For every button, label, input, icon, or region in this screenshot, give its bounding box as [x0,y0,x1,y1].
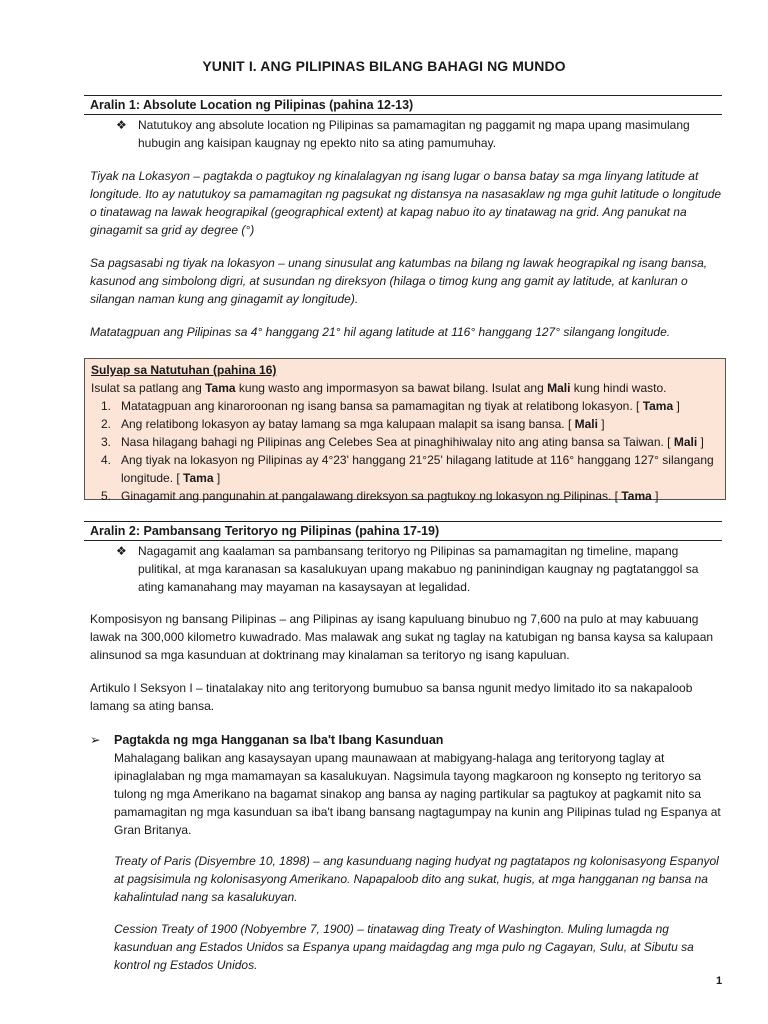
list-item [91,487,719,505]
diamond-bullet-icon: ❖ [116,118,127,132]
diamond-bullet-icon: ❖ [116,544,127,558]
sulyap-instructions [91,379,719,397]
list-item [91,451,719,487]
instr-text: Isulat sa patlang ang [91,381,206,395]
item-number: 1. [101,399,112,413]
objective-line: pulitikal, at mga karanasan sa kasalukuyan upang makabuo ng paninindigan kaugnay ng pagtatanggol sa [138,562,699,576]
cession-treaty-paragraph: Cession Treaty of 1900 (Nobyembre 7, 1900) – tinatawag ding Treaty of Washington. Muling lumagda ng kasunduan ang Estados Unidos sa Espanya upang maidagdag ang mga pulo ng Cagayan, Sulu, at Sibutu sa kontrol ng Estados Unidos. [114,922,694,972]
tiyak-na-lokasyon-paragraph: Tiyak na Lokasyon – pagtakda o pagtukoy ng kinalalagyan ng isang lugar o bansa batay sa mga linyang latitude at longitude. Ito ay natutukoy sa pamamagitan ng pagsukat ng distansya na nasasaklaw ng mga guhit latitude o longitude o tinatawag na lawak heograpikal (geographical extent) at kapag nabuo ito ay tinatawag na grid. Ang panukat na ginagamit sa grid ay degree (°) [90,169,722,237]
sulyap-box [84,358,726,503]
arrow-bullet-icon: ➢ [90,733,101,747]
item-text: Nasa hilagang bahagi ng Pilipinas ang Celebes Sea at pinaghihiwalay nito ang ating bansa sa Taiwan. [ [121,435,674,449]
subsection-title: Pagtakda ng mga Hangganan sa Iba't Ibang Kasunduan [114,733,444,747]
list-item [91,433,719,451]
artikulo-paragraph: Artikulo I Seksyon I – tinatalakay nito ang teritoryong bumubuo sa bansa ngunit medyo limitado ito sa nakapaloob lamang sa ating bansa. [90,681,693,713]
item-number: 3. [101,435,112,449]
list-item [91,415,719,433]
item-answer: Mali [574,417,598,431]
instr-tama: Tama [205,381,236,395]
hangganan-paragraph: Mahalagang balikan ang kasaysayan upang maunawaan at mabigyang-halaga ang teritoryong taglay at ipinaglalaban ng mga mamamayan sa kasalukuyan. Nagsimula tayong magkaroon ng konsepto ng teritoryo sa tulong ng mga Amerikano na bagamat sinakop ang bansa ay naging partikular sa pagtukoy at pagkamit nito sa pamamagitan ng mga kasunduan sa iba't ibang bansang nagtagumpay na kunin ang Pilipinas tulad ng Espanya at Gran Britanya. [114,751,721,837]
item-text: Ang tiyak na lokasyon ng Pilipinas ay 4°23' hanggang 21°25' hilagang latitude at 116° hanggang 127° silangang longitude. [ [121,453,714,485]
objective-line: ating kamanahang may mayaman na kasaysayan at legalidad. [138,580,471,594]
sulyap-title: Sulyap sa Natutuhan (pahina 16) [91,363,277,377]
item-bracket: ] [673,399,680,413]
document-title: YUNIT I. ANG PILIPINAS BILANG BAHAGI NG MUNDO [202,58,566,74]
lokasyon-pilipinas-paragraph: Matatagpuan ang Pilipinas sa 4° hanggang 21° hil agang latitude at 116° hanggang 127° silangang longitude. [90,325,671,339]
item-bracket: ] [213,471,221,485]
aralin2-heading: Aralin 2: Pambansang Teritoryo ng Pilipinas (pahina 17-19) [84,521,722,541]
item-answer: Tama [642,399,674,413]
item-text: Ginagamit ang pangunahin at pangalawang direksyon sa pagtukoy ng lokasyon ng Pilipinas. [ [121,489,622,503]
item-answer: Tama [621,489,652,503]
objective-line: hubugin ang kaisipan kaugnay ng epekto nito sa ating pamumuhay. [138,136,497,150]
item-text: Ang relatibong lokasyon ay batay lamang sa mga kalupaan malapit sa isang bansa. [ [121,417,575,431]
list-item [91,397,719,415]
item-answer: Mali [673,435,698,449]
pagsasabi-paragraph: Sa pagsasabi ng tiyak na lokasyon – unang sinusulat ang katumbas na bilang ng lawak heograpikal ng isang bansa, kasunod ang simbolong digri, at susundan ng direksyon (hilaga o timog kung ang gamit ay latitude, at kanluran o silangan naman kung ang ginagamit ay longitude). [90,256,708,306]
page-number: 1 [716,975,723,987]
item-text: Matatagpuan ang kinaroroonan ng isang bansa sa pamamagitan ng tiyak at relatibong lokasyon. [ [121,399,643,413]
instr-text: kung wasto ang impormasyon sa bawat bilang. Isulat ang [235,381,548,395]
sulyap-list [91,397,719,505]
item-number: 2. [101,417,112,431]
item-bracket: ] [697,435,704,449]
aralin1-heading: Aralin 1: Absolute Location ng Pilipinas (pahina 12-13) [84,95,722,115]
item-number: 5. [101,489,112,503]
item-bracket: ] [651,489,659,503]
instr-text: kung hindi wasto. [570,381,667,395]
item-number: 4. [101,453,112,467]
item-answer: Tama [183,471,214,485]
instr-mali: Mali [547,381,571,395]
objective-line: Natutukoy ang absolute location ng Pilipinas sa pamamagitan ng paggamit ng mapa upang masimulang [138,118,690,132]
objective-line: Nagagamit ang kaalaman sa pambansang teritoryo ng Pilipinas sa pamamagitan ng timeline, mapang [138,544,679,558]
item-bracket: ] [597,417,605,431]
treaty-of-paris-paragraph: Treaty of Paris (Disyembre 10, 1898) – ang kasunduang naging hudyat ng pagtatapos ng kolonisasyong Espanyol at pagsisimula ng kolonisasyong Amerikano. Napapaloob dito ang sukat, hugis, at mga hangganan ng bansa na kahalintulad nang sa kasalukuyan. [114,854,719,904]
komposisyon-paragraph: Komposisyon ng bansang Pilipinas – ang Pilipinas ay isang kapuluang binubuo ng 7,600 na pulo at may kabuuang lawak na 300,000 kilometro kuwadrado. Mas malawak ang sukat ng taglay na katubigan ng bansa kaysa sa kalupaan alinsunod sa mga kasunduan at doktrinang may kinalaman sa teritoryo ng isang kapuluan. [90,612,714,662]
